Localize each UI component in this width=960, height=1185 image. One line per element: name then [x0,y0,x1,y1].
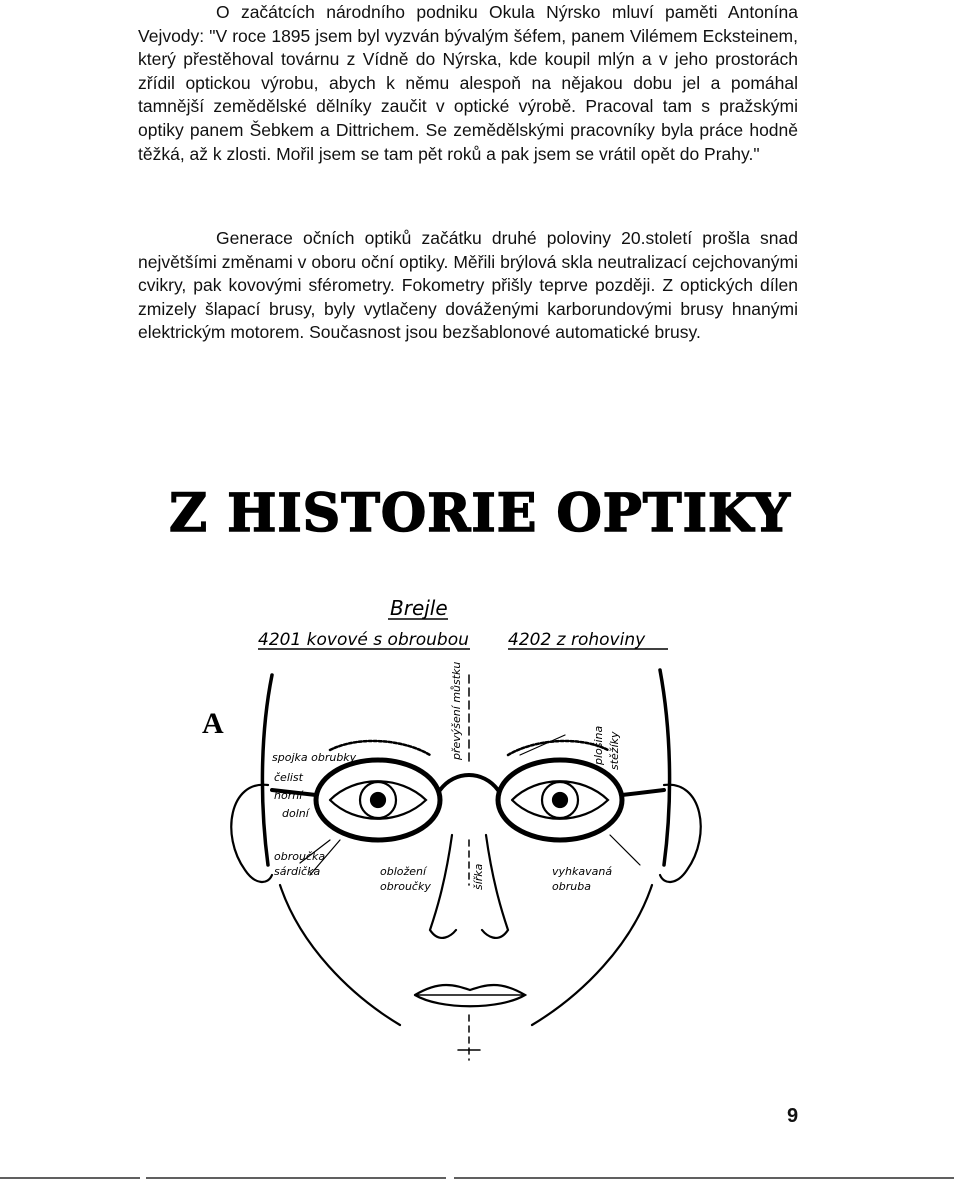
section-title: Z HISTORIE OPTIKY [169,483,791,544]
label-prevys: převýšení můstku [450,661,463,760]
figure-heading: Brejle [390,596,448,620]
label-oblozeni: obložení [380,865,427,878]
footer-rule [0,1175,960,1181]
label-sirka: šířka [472,863,485,890]
label-obrucka: obroučka [274,850,326,863]
paragraph-memoir [138,1,798,166]
label-vyhavana: vyhkavaná [552,865,613,878]
paragraph-text: Generace očních optiků začátku druhé poloviny 20.století prošla snad největšími změnami v oboru oční optiky. Měřili brýlová skla neutralizací cejchovanými cvikry, pak kovovými sférometry. Fokometry přišly teprve později. Z optických dílen zmizely šlapací brusy, byly vytlačeny dováženými karborundovými brusy hnanými elektrickým motorem. Současnost jsou bezšablonové automatické brusy. [138,228,798,343]
label-obrouzky: obroučky [380,880,431,893]
label-spojka: spojka obrubky [272,751,357,764]
label-dolni: dolní [282,807,309,820]
figure-label-right: 4202 z rohoviny [508,630,646,650]
paragraph-text: O začátcích národního podniku Okula Nýrsko mluví paměti Antonína Vejvody: "V roce 1895 jsem byl vyzván bývalým šéfem, panem Vilémem Ecksteinem, který přestěhoval továrnu z Vídně do Nýrska, kde koupil mlýn a v jeho prostorách zřídil optickou výrobu, abych k němu alespoň na nějakou dobu jel a pomáhal tamnější zemědělské dělníky zaučit v optické výrobě. Pracoval tam s pražskými optiky panem Šebkem a Dittrichem. Se zemědělskými pracovníky byla práce hodně těžká, až k zlosti. Mořil jsem se tam pět roků a pak jsem se vrátil opět do Prahy." [138,2,798,164]
page-number: 9 [787,1105,799,1127]
label-obruba: obruba [552,880,591,893]
label-horni: horní [274,789,303,802]
label-sardicka: sárdička [274,865,321,878]
label-cela: čelist [274,771,303,784]
label-plosina: plošina [592,725,605,765]
figure-letter: A [202,707,224,740]
label-steziky: stěžíky [608,731,621,770]
figure-label-left: 4201 kovové s obroubou [258,630,469,650]
spectacles-face-illustration [190,585,730,1065]
paragraph-generation [138,227,798,345]
